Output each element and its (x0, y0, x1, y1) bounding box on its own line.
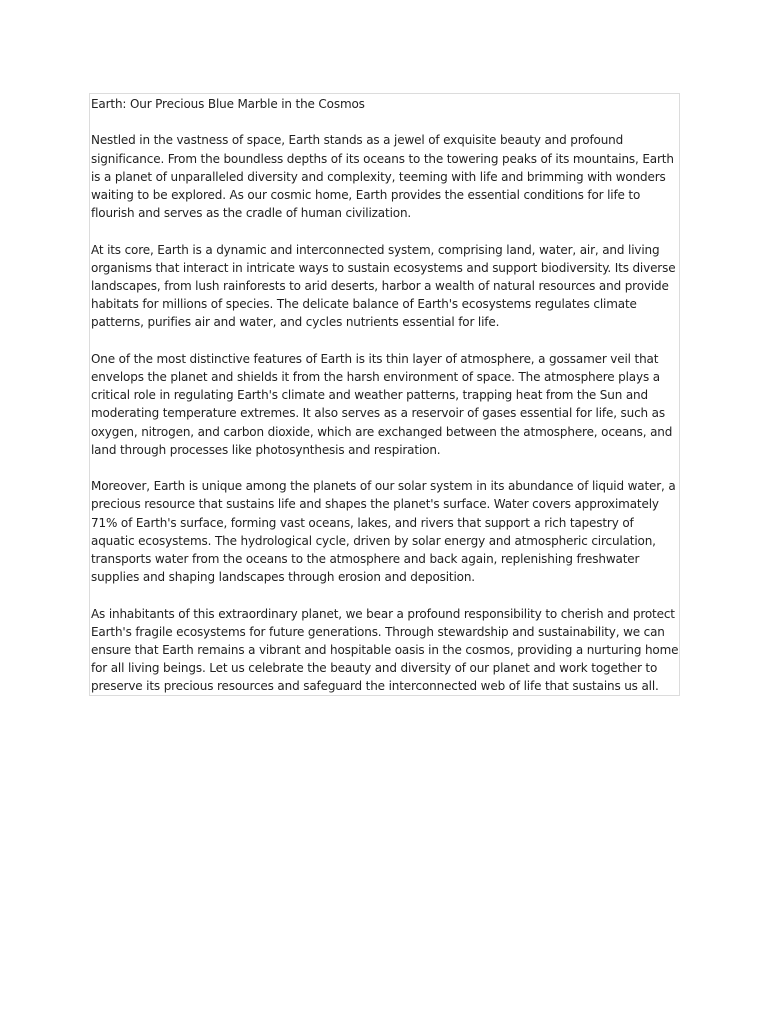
paragraph-water: Moreover, Earth is unique among the planets of our solar system in its abundance of liquid water, a precious resource that sustains life and shapes the planet's surface. Water covers approximately 71% of Earth's surface, forming vast oceans, lakes, and rivers that support a rich tapestry of aquatic ecosystems. The hydrological cycle, driven by solar energy and atmospheric circulation, transports water from the oceans to the atmosphere and back again, replenishing freshwater supplies and shaping landscapes through erosion and deposition. (91, 479, 676, 585)
paragraph-atmosphere: One of the most distinctive features of Earth is its thin layer of atmosphere, a gossamer veil that envelops the planet and shields it from the harsh environment of space. The atmosphere plays a critical role in regulating Earth's climate and weather patterns, trapping heat from the Sun and moderating temperature extremes. It also serves as a reservoir of gases essential for life, such as oxygen, nitrogen, and carbon dioxide, which are exchanged between the atmosphere, oceans, and land through processes like photosynthesis and respiration. (91, 351, 673, 457)
paragraph-responsibility: As inhabitants of this extraordinary planet, we bear a profound responsibility to cherish and protect Earth's fragile ecosystems for future generations. Through stewardship and sustainability, we can ensure that Earth remains a vibrant and hospitable oasis in the cosmos, providing a nurturing home for all living beings. Let us celebrate the beauty and diversity of our planet and work together to preserve its precious resources and safeguard the interconnected web of life that sustains us all. (91, 606, 679, 694)
document-text-box (89, 93, 680, 696)
document-title: Earth: Our Precious Blue Marble in the Cosmos (91, 97, 365, 111)
paragraph-earth-system: At its core, Earth is a dynamic and interconnected system, comprising land, water, air, and living organisms that interact in intricate ways to sustain ecosystems and support biodiversity. Its diverse landscapes, from lush rainforests to arid deserts, harbor a wealth of natural resources and provide habitats for millions of species. The delicate balance of Earth's ecosystems regulates climate patterns, purifies air and water, and cycles nutrients essential for life. (91, 242, 676, 330)
paragraph-intro: Nestled in the vastness of space, Earth stands as a jewel of exquisite beauty and profound significance. From the boundless depths of its oceans to the towering peaks of its mountains, Earth is a planet of unparalleled diversity and complexity, teeming with life and brimming with wonders waiting to be explored. As our cosmic home, Earth provides the essential conditions for life to flourish and serves as the cradle of human civilization. (91, 133, 674, 221)
